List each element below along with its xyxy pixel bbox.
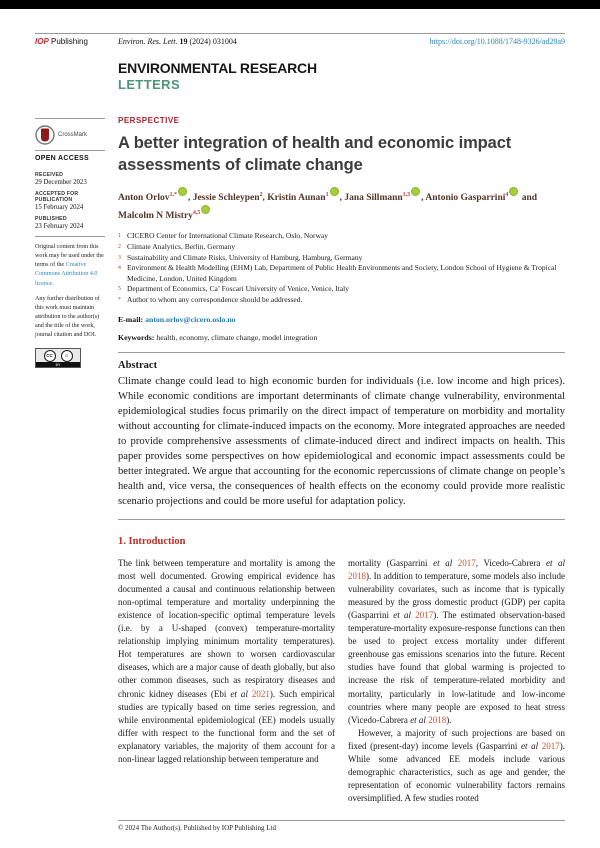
article-metadata-sidebar [35, 114, 105, 805]
section-heading-introduction: 1. Introduction [118, 536, 186, 548]
affiliation-row [118, 242, 565, 253]
journal-citation: Environ. Res. Lett. 19 (2024) 031004 [118, 37, 237, 46]
page-content [0, 9, 600, 848]
author-list: Anton Orlov$^{1,*}$ , Jessie Schleypen$^2$, Kristin Aunan$^1$ , Jana Sillmann$^{1,3}$ , Antonio Gasparrini$^4$ and Malcolm N Mistry$^{4,5}$ [118, 187, 565, 225]
journal-subtitle: LETTERS [118, 77, 181, 92]
article-dates [35, 172, 105, 230]
received-date: 29 December 2023 [35, 179, 87, 186]
two-column-text [118, 557, 565, 805]
affiliation-row [118, 231, 565, 242]
page-top-bar [0, 0, 600, 9]
right-column [348, 557, 565, 805]
affiliation-text: Environment & Health Modelling (EHM) Lab, Department of Public Health Environments and Society, London School of Hygiene & Tropical Medicine, London, United Kingdom [127, 263, 557, 283]
intro-divider [118, 519, 565, 520]
cc-icons [36, 349, 80, 362]
article-type-label: PERSPECTIVE [118, 116, 180, 125]
journal-title: ENVIRONMENTAL RESEARCH [118, 60, 317, 76]
abstract-text: Climate change could lead to high economic burden for individuals (i.e. low income and high prices). While economic conditions are important determinants of climate change vulnerability, environmental epidemiological studies focus primarily on the direct impact of temperature on morbidity and mortality without accounting for climate-induced impacts on the economy. More integrated approaches are needed to provide comprehensive assessments of climate-induced direct and indirect impacts on health. This paper provides some perspectives on how epidemiological and economic impact assessments could be better integrated. We argue that accounting for the economic repercussions of climate change on people’s health and, vice versa, the consequences of health effects on the economy could provide more realistic scenario projections and could be more useful for adaptation policy. [118, 375, 565, 508]
keywords-text: health, economy, climate change, model integration [156, 332, 318, 342]
published-date: 23 February 2024 [35, 223, 84, 230]
person-icon: ☺ [61, 350, 73, 362]
affiliation-number: 4 [118, 265, 121, 272]
correspondence-text: Author to whom any correspondence should be addressed. [127, 295, 303, 305]
intro-paragraph-1: The link between temperature and mortality is among the most well documented. Growing empirical evidence has documented a causal and continuous relationship between non-optimal temperature and mortality underpinning the existence of location-specific optimal temperature levels (i.e. by a U-shaped (convex) temperature-mortality relationship implying minimum mortality temperatures). Hot temperatures are shown to worsen cardiovascular diseases, which are a major cause of death globally, but also other common diseases, such as respiratory diseases and chronic kidney diseases (Ebi et al 2021). Such empirical studies are typically based on time series regression, and while environmental epidemiological (EE) models usually differ with respect to the functional form and the set of explanatory variables, the majority of them account for a non-linear lagged relationship between temperature and [118, 558, 336, 764]
journal-masthead [118, 60, 565, 92]
affiliation-number: 5 [118, 286, 121, 293]
copyright-text: © 2024 The Author(s). Published by IOP Publishing Ltd [118, 824, 276, 832]
crossmark-label: CrossMark [58, 132, 88, 138]
email-label: E-mail: [118, 314, 144, 324]
running-header [35, 34, 565, 46]
intro-paragraph-1-continued: mortality (Gasparrini et al 2017, Vicedo-Cabrera et al 2018). In addition to temperature, some models also include vulnerability covariates, such as income that is typically measured by the gross domestic product (GDP) per capita (Gasparrini et al 2017). The estimated observation-based temperature-mortality exposure-response functions can then be used to project excess mortality under different greenhouse gas emissions scenarios into the future. Recent studies have found that global warming is projected to increase the risk of temperature-related morbidity and mortality, particularly in low-latitude and low-income countries where many people are exposed to heat stress (Vicedo-Cabrera et al 2018). [348, 558, 566, 725]
intro-paragraph-2: However, a majority of such projections are based on fixed (present-day) income levels (Gasparrini et al 2017). While some advanced EE models include various demographic characteristics, such as age and gender, the representation of economic vulnerability factors remains oversimplified. A few studies rooted [348, 727, 566, 803]
article-main-column [118, 114, 565, 805]
iop-publishing-logo [35, 37, 118, 46]
affiliation-row [118, 253, 565, 264]
affiliation-number: 2 [118, 243, 121, 250]
received-label: RECEIVED [35, 172, 64, 178]
cc-by-badge[interactable] [35, 348, 81, 368]
affiliation-number: 3 [118, 254, 121, 261]
iop-logo-text: IOP [35, 37, 49, 46]
license-attribution-text: Any further distribution of this work must maintain attribution to the author(s) and the title of the work, journal citation and DOI. [35, 295, 100, 339]
affiliation-text: CICERO Center for International Climate Research, Oslo, Norway [127, 231, 328, 241]
article-body [35, 114, 565, 805]
cc-by-bar: BY [36, 362, 80, 367]
abstract-divider [118, 352, 565, 353]
affiliation-text: Sustainability and Climate Risks, University of Hamburg, Hamburg, Germany [127, 252, 363, 262]
publisher-label: Publishing [51, 37, 88, 46]
keywords-label: Keywords: [118, 332, 155, 342]
accepted-label: ACCEPTED FOR PUBLICATION [35, 191, 79, 203]
crossmark-icon [35, 125, 55, 145]
license-text: Original content from this work may be used under the terms of the Creative Commons Attribution 4.0 licence. [35, 244, 104, 287]
keywords-row [118, 333, 565, 342]
accepted-date: 15 February 2024 [35, 204, 84, 211]
affiliation-number: 1 [118, 233, 121, 240]
affiliation-text: Climate Analytics, Berlin, Germany [127, 241, 236, 251]
correspondence-asterisk: * [118, 297, 121, 304]
correspondence-note [118, 295, 565, 306]
doi-link[interactable]: https://doi.org/10.1088/1748-9326/ad29a9 [429, 37, 565, 46]
email-link[interactable]: anton.orlov@cicero.oslo.no [145, 314, 236, 324]
affiliation-row [118, 284, 565, 295]
affiliation-text: Department of Economics, Ca’ Foscari University of Venice, Venice, Italy [127, 284, 350, 294]
sidebar-divider [35, 150, 105, 151]
published-label: PUBLISHED [35, 216, 67, 222]
affiliations [118, 231, 565, 305]
cc-icon: CC [44, 350, 56, 362]
abstract-heading: Abstract [118, 359, 158, 371]
affiliation-row [118, 263, 565, 284]
sidebar-divider [35, 236, 105, 237]
email-row [118, 315, 565, 324]
crossmark-badge[interactable] [35, 125, 105, 145]
article-title: A better integration of health and economic impact assessments of climate change [118, 134, 512, 174]
open-access-label: OPEN ACCESS [35, 155, 89, 162]
sidebar-divider [35, 118, 105, 119]
left-column [118, 557, 335, 805]
footer-divider [118, 820, 565, 821]
page-footer [118, 810, 565, 848]
